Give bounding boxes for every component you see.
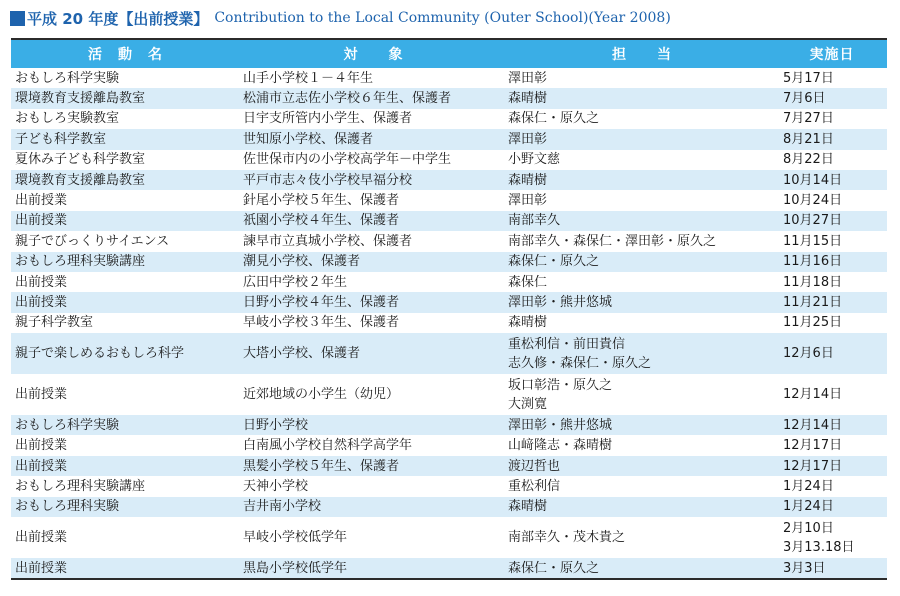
cell-date: [777, 69, 887, 88]
cell-date-text: 12月17日: [783, 458, 843, 474]
cell-target-text: 吉井南小学校: [243, 499, 322, 515]
cell-staff-text: 志久修・森保仁・原久之: [508, 355, 652, 371]
cell-activity: [11, 89, 240, 108]
cell-date-text: 10月14日: [783, 172, 843, 188]
cell-target: [240, 252, 507, 271]
cell-activity: [11, 191, 240, 210]
cell-target: [240, 497, 507, 516]
cell-staff-text: 渡辺哲也: [508, 458, 561, 474]
cell-date: [777, 130, 887, 149]
cell-staff: [507, 150, 777, 169]
cell-target: [240, 457, 507, 476]
table-header: [11, 40, 887, 68]
cell-target: [240, 313, 507, 332]
cell-date: [777, 150, 887, 169]
cell-staff: [507, 335, 777, 373]
cell-staff-text: 澤田彰: [508, 193, 548, 209]
cell-staff: [507, 313, 777, 332]
cell-date-text: 11月25日: [783, 315, 843, 331]
cell-staff-text: 大渕寛: [508, 396, 548, 412]
cell-staff: [507, 89, 777, 108]
cell-date: [777, 273, 887, 292]
cell-target-text: 日野小学校: [243, 417, 309, 433]
cell-activity-text: おもしろ理科実験講座: [15, 478, 146, 494]
cell-activity-text: 出前授業: [15, 294, 68, 310]
table-row: [11, 435, 887, 455]
cell-date: [777, 191, 887, 210]
cell-date-text: 2月10日: [783, 520, 834, 536]
cell-activity: [11, 130, 240, 149]
cell-staff: [507, 171, 777, 190]
cell-staff: [507, 376, 777, 414]
cell-date: [777, 171, 887, 190]
cell-target: [240, 273, 507, 292]
cell-staff-text: 森晴樹: [508, 315, 548, 331]
cell-target: [240, 528, 507, 547]
table-row: [11, 88, 887, 108]
cell-staff-text: 小野文慈: [508, 152, 561, 168]
cell-date: [777, 313, 887, 332]
cell-activity-text: おもしろ科学実験: [15, 417, 120, 433]
cell-target-text: 黒島小学校低学年: [243, 560, 348, 576]
cell-date: [777, 293, 887, 312]
cell-target-text: 白南風小学校自然科学高学年: [243, 438, 413, 454]
header-target: 対 象: [343, 47, 404, 63]
cell-date: [777, 559, 887, 578]
cell-date: [777, 519, 887, 557]
table-body: [11, 68, 887, 578]
cell-date: [777, 344, 887, 363]
cell-target: [240, 559, 507, 578]
cell-activity-text: 出前授業: [15, 458, 68, 474]
header-activity: 活 動 名: [88, 47, 163, 63]
header-date: 実施日: [809, 47, 855, 63]
cell-target-text: 黒髪小学校５年生、保護者: [243, 458, 400, 474]
cell-staff: [507, 130, 777, 149]
cell-target: [240, 477, 507, 496]
cell-target-text: 日宇支所管内小学生、保護者: [243, 111, 413, 127]
header-staff: 担 当: [612, 47, 672, 63]
cell-date-text: 10月24日: [783, 193, 843, 209]
cell-staff: [507, 109, 777, 128]
cell-activity-text: 出前授業: [15, 530, 68, 546]
cell-date-text: 11月16日: [783, 254, 843, 270]
cell-staff-text: 澤田彰: [508, 70, 548, 86]
cell-target-text: 大塔小学校、保護者: [243, 346, 361, 362]
cell-target: [240, 211, 507, 230]
cell-activity-text: 環境教育支援離島教室: [15, 172, 146, 188]
cell-target: [240, 69, 507, 88]
table-row: [11, 558, 887, 578]
cell-staff: [507, 191, 777, 210]
cell-target: [240, 293, 507, 312]
cell-activity: [11, 150, 240, 169]
cell-date: [777, 252, 887, 271]
cell-date: [777, 416, 887, 435]
table-row: [11, 231, 887, 251]
cell-target: [240, 109, 507, 128]
cell-activity-text: 環境教育支援離島教室: [15, 91, 146, 107]
cell-activity: [11, 344, 240, 363]
cell-staff-text: 森保仁・原久之: [508, 560, 600, 576]
cell-target-text: 日野小学校４年生、保護者: [243, 294, 400, 310]
cell-target: [240, 191, 507, 210]
cell-target: [240, 171, 507, 190]
table-row: [11, 252, 887, 272]
cell-staff: [507, 293, 777, 312]
cell-activity-text: おもしろ理科実験講座: [15, 254, 146, 270]
cell-date-text: 7月6日: [783, 91, 826, 107]
cell-staff: [507, 528, 777, 547]
cell-target-text: 平戸市志々伎小学校早福分校: [243, 172, 413, 188]
cell-date-text: 12月6日: [783, 346, 834, 362]
table-row: [11, 292, 887, 312]
cell-activity: [11, 232, 240, 251]
activity-table: [11, 38, 887, 580]
table-row: [11, 190, 887, 210]
table-row: [11, 333, 887, 374]
cell-staff: [507, 273, 777, 292]
cell-target-text: 針尾小学校５年生、保護者: [243, 193, 400, 209]
cell-date: [777, 477, 887, 496]
cell-activity-text: 夏休み子ども科学教室: [15, 152, 146, 168]
cell-activity: [11, 69, 240, 88]
cell-staff: [507, 457, 777, 476]
cell-activity-text: 子ども科学教室: [15, 131, 107, 147]
cell-staff: [507, 477, 777, 496]
cell-staff-text: 森保仁: [508, 274, 548, 290]
table-row: [11, 109, 887, 129]
cell-activity: [11, 252, 240, 271]
cell-target-text: 諫早市立真城小学校、保護者: [243, 233, 413, 249]
cell-target: [240, 89, 507, 108]
table-row: [11, 456, 887, 476]
cell-target-text: 広田中学校２年生: [243, 274, 348, 290]
cell-activity-text: おもしろ実験教室: [15, 111, 120, 127]
cell-date-text: 10月27日: [783, 213, 843, 229]
cell-activity: [11, 436, 240, 455]
cell-activity: [11, 416, 240, 435]
cell-staff-text: 森保仁・原久之: [508, 254, 600, 270]
cell-staff-text: 坂口彰浩・原久之: [508, 377, 613, 393]
cell-date-text: 1月24日: [783, 478, 834, 494]
cell-date-text: 3月3日: [783, 560, 826, 576]
cell-date: [777, 211, 887, 230]
cell-activity: [11, 457, 240, 476]
cell-target: [240, 436, 507, 455]
cell-staff-text: 南部幸久・森保仁・澤田彰・原久之: [508, 233, 717, 249]
cell-date-text: 11月21日: [783, 294, 843, 310]
table-row: [11, 170, 887, 190]
cell-activity-text: 出前授業: [15, 387, 68, 403]
cell-staff-text: 澤田彰・熊井悠城: [508, 294, 613, 310]
cell-target-text: 佐世保市内の小学校高学年－中学生: [243, 152, 452, 168]
title-japanese: 平成 20 年度【出前授業】: [27, 9, 209, 28]
page-title: [10, 6, 671, 30]
cell-target: [240, 150, 507, 169]
cell-staff-text: 重松利信・前田貴信: [508, 336, 626, 352]
table-row: [11, 129, 887, 149]
cell-activity: [11, 477, 240, 496]
cell-staff-text: 森保仁・原久之: [508, 111, 600, 127]
cell-activity: [11, 211, 240, 230]
cell-activity: [11, 559, 240, 578]
cell-target-text: 山手小学校１－４年生: [243, 70, 374, 86]
table-bottom-rule: [11, 578, 887, 580]
cell-target-text: 早岐小学校低学年: [243, 530, 348, 546]
cell-date-text: 1月24日: [783, 499, 834, 515]
cell-date: [777, 385, 887, 404]
table-row: [11, 150, 887, 170]
cell-target: [240, 130, 507, 149]
cell-target: [240, 232, 507, 251]
cell-staff: [507, 436, 777, 455]
cell-target-text: 潮見小学校、保護者: [243, 254, 361, 270]
cell-activity-text: 親子科学教室: [15, 315, 94, 331]
cell-date-text: 12月14日: [783, 387, 843, 403]
cell-date-text: 7月27日: [783, 111, 834, 127]
table-row: [11, 476, 887, 496]
cell-date-text: 12月14日: [783, 417, 843, 433]
cell-activity-text: 出前授業: [15, 560, 68, 576]
cell-activity: [11, 497, 240, 516]
cell-activity: [11, 528, 240, 547]
cell-target: [240, 385, 507, 404]
cell-activity: [11, 171, 240, 190]
cell-activity-text: 出前授業: [15, 193, 68, 209]
cell-activity-text: 出前授業: [15, 274, 68, 290]
cell-staff: [507, 416, 777, 435]
table-row: [11, 313, 887, 333]
cell-activity-text: 出前授業: [15, 438, 68, 454]
cell-target-text: 天神小学校: [243, 478, 309, 494]
cell-date: [777, 109, 887, 128]
table-row: [11, 374, 887, 415]
title-english: Contribution to the Local Community (Outer School)(Year 2008): [214, 10, 671, 26]
cell-date-text: 8月22日: [783, 152, 834, 168]
cell-staff-text: 南部幸久・茂木貴之: [508, 530, 626, 546]
cell-activity-text: おもしろ科学実験: [15, 70, 120, 86]
cell-activity: [11, 313, 240, 332]
cell-activity: [11, 293, 240, 312]
cell-activity: [11, 385, 240, 404]
cell-activity-text: 出前授業: [15, 213, 68, 229]
cell-date-text: 11月15日: [783, 233, 843, 249]
cell-target: [240, 344, 507, 363]
cell-target-text: 松浦市立志佐小学校６年生、保護者: [243, 91, 452, 107]
cell-staff-text: 山﨑隆志・森晴樹: [508, 438, 613, 454]
cell-activity: [11, 273, 240, 292]
cell-date: [777, 497, 887, 516]
table-row: [11, 272, 887, 292]
cell-staff-text: 森晴樹: [508, 91, 548, 107]
cell-date: [777, 457, 887, 476]
cell-staff: [507, 69, 777, 88]
cell-date-text: 12月17日: [783, 438, 843, 454]
table-row: [11, 517, 887, 558]
cell-target-text: 早岐小学校３年生、保護者: [243, 315, 400, 331]
table-row: [11, 211, 887, 231]
cell-target-text: 世知原小学校、保護者: [243, 131, 374, 147]
cell-staff-text: 森晴樹: [508, 172, 548, 188]
table-row: [11, 68, 887, 88]
cell-target-text: 祇園小学校４年生、保護者: [243, 213, 400, 229]
cell-date: [777, 89, 887, 108]
cell-staff: [507, 232, 777, 251]
table-row: [11, 415, 887, 435]
square-bullet-icon: [10, 11, 25, 26]
cell-date-text: 3月13.18日: [783, 539, 855, 555]
cell-target: [240, 416, 507, 435]
cell-target-text: 近郊地域の小学生（幼児）: [243, 387, 400, 403]
cell-activity: [11, 109, 240, 128]
cell-date-text: 8月21日: [783, 131, 834, 147]
cell-activity-text: おもしろ理科実験: [15, 499, 120, 515]
cell-staff-text: 森晴樹: [508, 499, 548, 515]
cell-date-text: 11月18日: [783, 274, 843, 290]
table-row: [11, 497, 887, 517]
cell-date: [777, 232, 887, 251]
cell-staff-text: 南部幸久: [508, 213, 561, 229]
cell-staff-text: 澤田彰・熊井悠城: [508, 417, 613, 433]
cell-date: [777, 436, 887, 455]
cell-activity-text: 親子で楽しめるおもしろ科学: [15, 346, 185, 362]
cell-date-text: 5月17日: [783, 70, 834, 86]
cell-staff: [507, 497, 777, 516]
cell-staff: [507, 252, 777, 271]
cell-staff: [507, 211, 777, 230]
cell-activity-text: 親子でびっくりサイエンス: [15, 233, 170, 249]
cell-staff-text: 重松利信: [508, 478, 561, 494]
cell-staff: [507, 559, 777, 578]
cell-staff-text: 澤田彰: [508, 131, 548, 147]
